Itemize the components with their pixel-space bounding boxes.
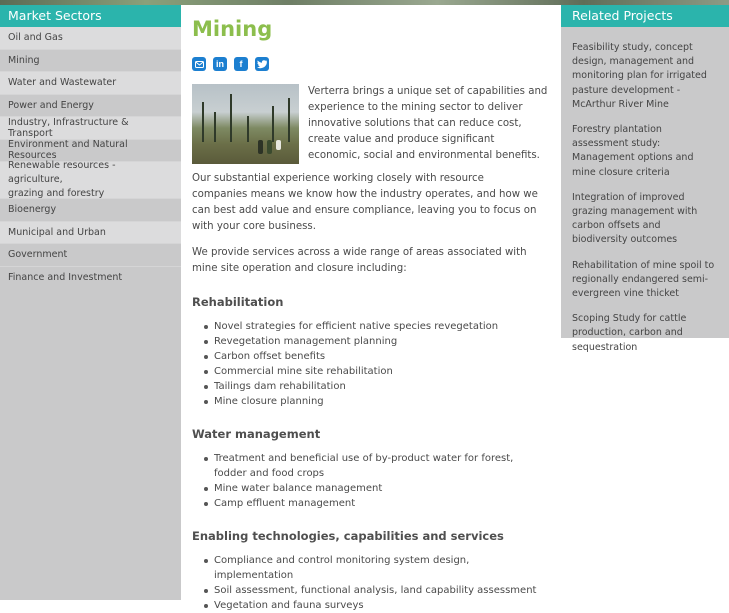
sidebar-item-label: Municipal and Urban — [8, 226, 106, 238]
main-content — [181, 5, 561, 611]
list-item: Camp effluent management — [203, 496, 548, 511]
list-item: Carbon offset benefits — [203, 349, 548, 364]
list-item: Commercial mine site rehabilitation — [203, 364, 548, 379]
list-item: Compliance and control monitoring system design, implementation — [203, 553, 548, 583]
related-project-link[interactable]: Scoping Study for cattle production, carbon and sequestration — [572, 313, 687, 353]
list-item: Mine closure planning — [203, 394, 548, 409]
intro-block — [192, 84, 561, 168]
list-item: Treatment and beneficial use of by-product water for forest, fodder and food crops — [203, 451, 548, 481]
facebook-icon: f — [239, 59, 243, 69]
sidebar-item-label — [8, 159, 173, 201]
sidebar-item-label-line2: grazing and forestry — [8, 188, 105, 199]
sidebar-title: Market Sectors — [0, 5, 181, 27]
sidebar-item-label: Oil and Gas — [8, 32, 63, 44]
section-heading-enabling-technologies: Enabling technologies, capabilities and services — [192, 529, 504, 543]
related-projects-title: Related Projects — [561, 5, 729, 27]
related-project-link[interactable]: Rehabilitation of mine spoil to regionally endangered semi-evergreen vine thicket — [572, 259, 715, 300]
services-paragraph: We provide services across a wide range of areas associated with mine site operation and closure including: — [192, 247, 527, 274]
list-item: Revegetation management planning — [203, 334, 548, 349]
sidebar-item-label: Bioenergy — [8, 204, 57, 216]
water-management-list — [192, 451, 561, 511]
sidebar-item-industry-infrastructure-transport[interactable] — [0, 117, 181, 140]
linkedin-icon: in — [216, 59, 224, 69]
sidebar-item-label: Water and Wastewater — [8, 77, 117, 89]
sidebar-item-finance-and-investment[interactable] — [0, 267, 181, 290]
list-item: Mine water balance management — [203, 481, 548, 496]
sidebar-item-power-and-energy[interactable] — [0, 95, 181, 118]
sidebar-item-label: Power and Energy — [8, 99, 94, 111]
related-projects-panel — [561, 5, 729, 353]
section-heading-water-management: Water management — [192, 427, 321, 441]
list-item: Tailings dam rehabilitation — [203, 379, 548, 394]
sidebar-item-label: Government — [8, 249, 68, 261]
sidebar-item-label-line1: Renewable resources - agriculture, — [8, 160, 116, 185]
email-icon — [195, 61, 204, 68]
enabling-technologies-list — [192, 553, 561, 613]
twitter-share-button[interactable] — [255, 57, 269, 71]
list-item: Vegetation and fauna surveys — [203, 598, 548, 613]
sidebar-item-government[interactable] — [0, 244, 181, 267]
section-heading-rehabilitation: Rehabilitation — [192, 295, 284, 309]
sidebar-item-municipal-and-urban[interactable] — [0, 222, 181, 245]
page-title: Mining — [192, 17, 273, 41]
mining-site-photo — [192, 84, 299, 164]
experience-paragraph: Our substantial experience working closely with resource companies means we know how the industry operates, and how we can best add value and ensure compliance, leaving you to focus on with your core business. — [192, 173, 538, 232]
sidebar-item-renewable-resources[interactable] — [0, 162, 181, 199]
twitter-icon — [257, 60, 267, 68]
facebook-share-button[interactable] — [234, 57, 248, 71]
sidebar-item-water-and-wastewater[interactable] — [0, 72, 181, 95]
sidebar-item-label: Finance and Investment — [8, 272, 123, 284]
linkedin-share-button[interactable] — [213, 57, 227, 71]
sidebar-item-label: Mining — [8, 54, 40, 66]
share-bar — [192, 57, 561, 73]
email-share-button[interactable] — [192, 57, 206, 71]
related-project-link[interactable]: Forestry plantation assessment study: Management options and mine closure criteria — [572, 124, 694, 178]
related-projects-list — [561, 27, 729, 355]
rehabilitation-list — [192, 319, 561, 409]
related-project-link[interactable]: Feasibility study, concept design, management and monitoring plan for irrigated pasture development - McArthur River Mine — [572, 42, 707, 110]
sidebar-item-mining[interactable] — [0, 50, 181, 73]
sidebar-item-oil-and-gas[interactable] — [0, 27, 181, 50]
related-project-link[interactable]: Integration of improved grazing management with carbon offsets and biodiversity outcomes — [572, 191, 698, 246]
intro-paragraph: Verterra brings a unique set of capabilities and experience to the mining sector to deliver innovative solutions that can reduce cost, create value and produce significant economic, social and environmental benefits. — [308, 86, 548, 161]
sidebar-item-label: Environment and Natural Resources — [8, 139, 128, 162]
sidebar-item-label: Industry, Infrastructure & Transport — [8, 116, 129, 139]
market-sectors-sidebar — [0, 5, 181, 600]
list-item: Soil assessment, functional analysis, land capability assessment — [203, 583, 548, 598]
sidebar-item-bioenergy[interactable] — [0, 199, 181, 222]
list-item: Novel strategies for efficient native species revegetation — [203, 319, 548, 334]
